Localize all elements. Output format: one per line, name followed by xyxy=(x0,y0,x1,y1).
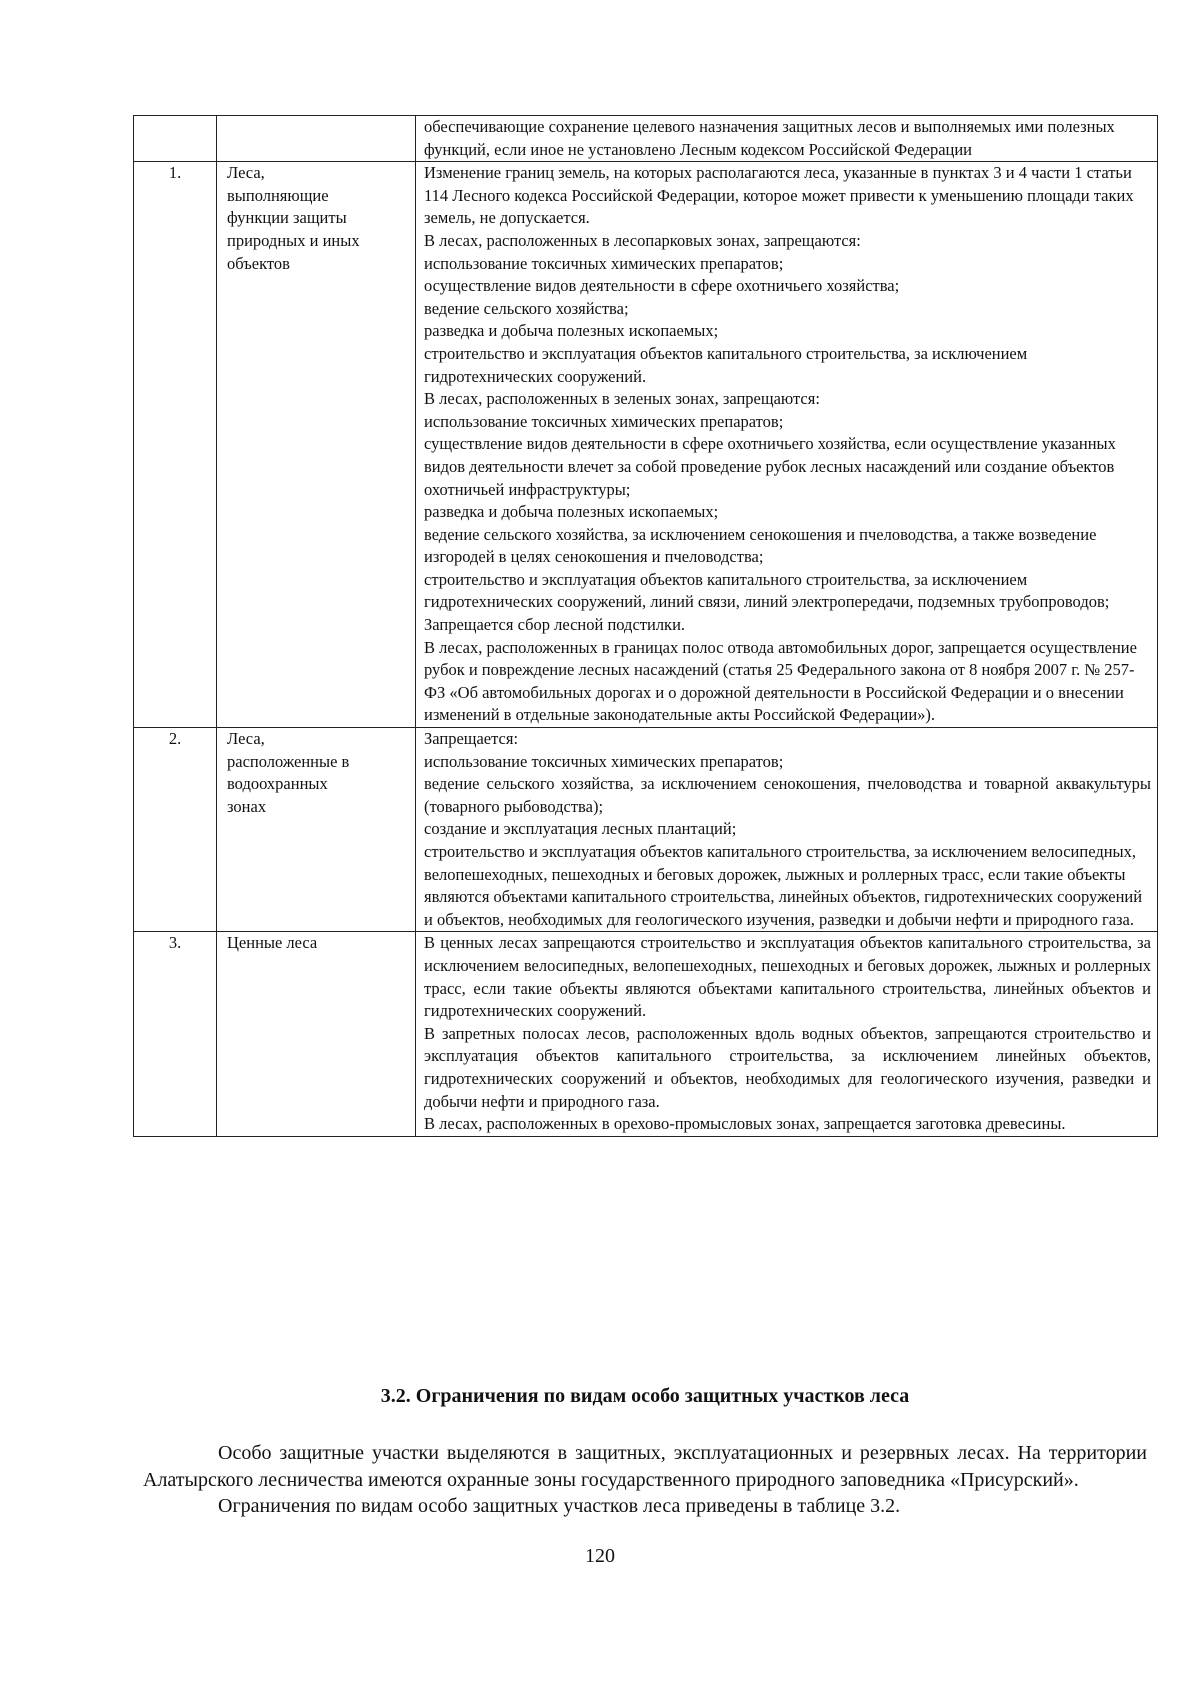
restriction-paragraph: Изменение границ земель, на которых располагаются леса, указанные в пунктах 3 и 4 части 1 статьи 114 Лесного кодекса Российской Федерации, которое может привести к уменьшению площади таких земель, не допускается. xyxy=(424,163,1134,228)
table-row xyxy=(134,116,1158,162)
table-row xyxy=(134,728,1158,932)
row-number: 3. xyxy=(134,932,217,1136)
restriction-paragraph: В лесах, расположенных в орехово-промысловых зонах, запрещается заготовка древесины. xyxy=(424,1114,1066,1134)
category-line: Леса, xyxy=(227,729,265,749)
page-number: 120 xyxy=(585,1545,615,1567)
restriction-paragraph: использование токсичных химических препаратов; xyxy=(424,411,784,431)
restriction-paragraph: разведка и добыча полезных ископаемых; xyxy=(424,502,719,522)
restriction-paragraph: обеспечивающие сохранение целевого назначения защитных лесов и выполняемых ими полезных функций, если иное не установлено Лесным кодексом Российской Федерации xyxy=(424,117,1115,159)
restriction-paragraph: Запрещается: xyxy=(424,729,519,749)
table-row xyxy=(134,162,1158,728)
restriction-paragraph: создание и эксплуатация лесных плантаций; xyxy=(424,819,737,839)
category-line: объектов xyxy=(227,253,290,273)
category-line: природных и иных xyxy=(227,230,360,250)
row-number xyxy=(134,116,217,162)
restriction-paragraph: В ценных лесах запрещаются строительство и эксплуатация объектов капитального строительства, за исключением велосипедных, велопешеходных, пешеходных и беговых дорожек, лыжных и роллерных трасс, если такие объекты являются объектами капитального строительства, линейных объектов и гидротехнических сооружений. xyxy=(424,933,1151,1021)
restriction-paragraph: В лесах, расположенных в лесопарковых зонах, запрещаются: xyxy=(424,230,861,250)
row-number: 1. xyxy=(134,162,217,728)
row-number: 2. xyxy=(134,728,217,932)
forest-category xyxy=(217,932,416,1136)
category-line: Ценные леса xyxy=(227,933,318,953)
category-line: функции защиты xyxy=(227,208,347,228)
body-paragraph: Особо защитные участки выделяются в защитных, эксплуатационных и резервных лесах. На территории Алатырского лесничества имеются охранные зоны государственного природного заповедника «Присурский». xyxy=(143,1442,1147,1491)
restriction-paragraph: существление видов деятельности в сфере охотничьего хозяйства, если осуществление указанных видов деятельности влечет за собой проведение рубок лесных насаждений или создание объектов охотничьей инфраструктуры; xyxy=(424,434,1116,499)
forest-category xyxy=(217,728,416,932)
body-paragraph: Ограничения по видам особо защитных участков леса приведены в таблице 3.2. xyxy=(218,1495,901,1517)
restrictions-text xyxy=(416,932,1158,1136)
restrictions-text xyxy=(416,728,1158,932)
category-line: Леса, xyxy=(227,163,265,183)
restriction-paragraph: строительство и эксплуатация объектов капитального строительства, за исключением гидротехнических сооружений. xyxy=(424,343,1028,386)
restriction-paragraph: ведение сельского хозяйства, за исключением сенокошения и пчеловодства, а также возведение изгородей в целях сенокошения и пчеловодства; xyxy=(424,524,1097,567)
table-row xyxy=(134,932,1158,1136)
restrictions-text xyxy=(416,162,1158,728)
restrictions-table xyxy=(133,115,1158,1137)
restriction-paragraph: В лесах, расположенных в зеленых зонах, запрещаются: xyxy=(424,389,820,409)
category-line: выполняющие xyxy=(227,185,329,205)
section-heading: 3.2. Ограничения по видам особо защитных участков леса xyxy=(380,1385,910,1407)
restriction-paragraph: осуществление видов деятельности в сфере охотничьего хозяйства; xyxy=(424,276,900,296)
section-body xyxy=(143,1440,1147,1520)
restrictions-text xyxy=(416,116,1158,162)
forest-category xyxy=(217,162,416,728)
restriction-paragraph: ведение сельского хозяйства, за исключением сенокошения, пчеловодства и товарной аквакультуры (товарного рыбоводства); xyxy=(424,774,1151,816)
restriction-paragraph: ведение сельского хозяйства; xyxy=(424,298,629,318)
category-line: зонах xyxy=(227,796,267,816)
restriction-paragraph: В лесах, расположенных в границах полос отвода автомобильных дорог, запрещается осуществление рубок и повреждение лесных насаждений (статья 25 Федерального закона от 8 ноября 2007 г. № 257-ФЗ «Об автомобильных дорогах и о дорожной деятельности в Российской Федерации и о внесении изменений в отдельные законодательные акты Российской Федерации»). xyxy=(424,637,1137,725)
restriction-paragraph: В запретных полосах лесов, расположенных вдоль водных объектов, запрещаются строительство и эксплуатация объектов капитального строительства, за исключением линейных объектов, гидротехнических сооружений и объектов, необходимых для геологического изучения, разведки и добычи нефти и природного газа. xyxy=(424,1023,1151,1111)
restriction-paragraph: разведка и добыча полезных ископаемых; xyxy=(424,321,719,341)
category-line: водоохранных xyxy=(227,774,328,794)
restriction-paragraph: строительство и эксплуатация объектов капитального строительства, за исключением гидротехнических сооружений, линий связи, линий электропередачи, подземных трубопроводов; xyxy=(424,569,1110,612)
restriction-paragraph: строительство и эксплуатация объектов капитального строительства, за исключением велосипедных, велопешеходных, пешеходных и беговых дорожек, лыжных и роллерных трасс, если такие объекты являются объектами капитального строительства, линейных объектов, гидротехнических сооружений и объектов, необходимых для геологического изучения, разведки и добычи нефти и природного газа. xyxy=(424,842,1143,929)
restriction-paragraph: использование токсичных химических препаратов; xyxy=(424,751,784,771)
forest-category xyxy=(217,116,416,162)
restriction-paragraph: использование токсичных химических препаратов; xyxy=(424,253,784,273)
restriction-paragraph: Запрещается сбор лесной подстилки. xyxy=(424,615,686,635)
category-line: расположенные в xyxy=(227,751,350,771)
